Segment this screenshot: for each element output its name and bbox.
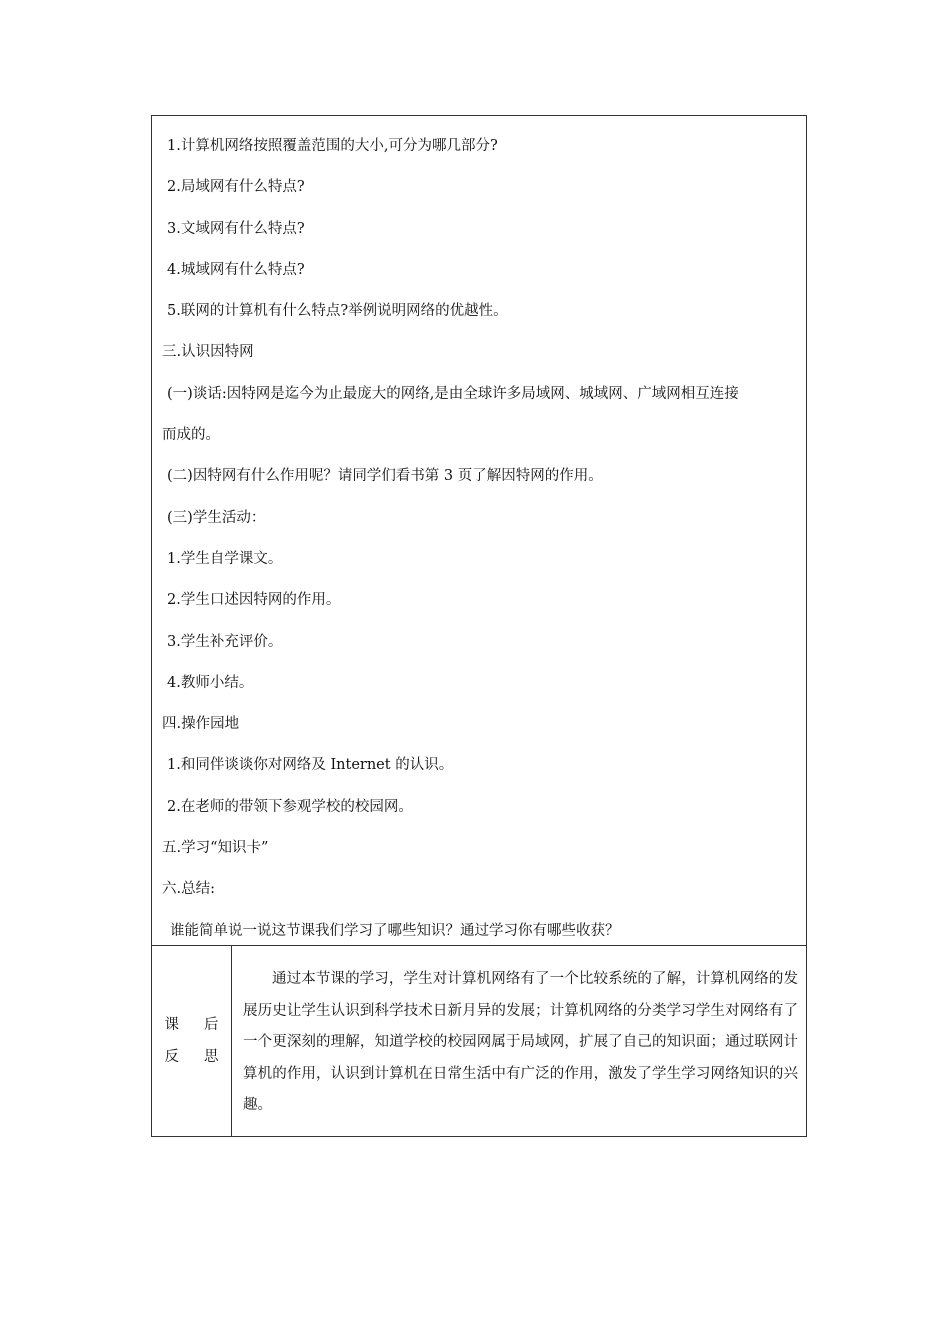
label-char: 后 xyxy=(204,1017,219,1033)
talk-line-continued: 而成的。 xyxy=(162,427,220,444)
internet-function-line: (二)因特网有什么作用呢？请同学们看书第 3 页了解因特网的作用。 xyxy=(167,468,603,485)
question-1: 1.计算机网络按照覆盖范围的大小,可分为哪几部分? xyxy=(167,138,498,154)
reflection-text: 通过本节课的学习，学生对计算机网络有了一个比较系统的了解，计算机网络的发展历史让学生认识到科学技术日新月异的发展；计算机网络的分类学习学生对网络有了一个更深刻的理解，知道学校的校园网属于局域网，扩展了自己的知识面；通过联网计算机的作用，认识到计算机在日常生活中有广泛的作用，激发了学生学习网络知识的兴趣。 xyxy=(243,971,798,1113)
label-char: 思 xyxy=(204,1049,219,1065)
label-char: 课 xyxy=(164,1017,179,1033)
activity-item-1: 1.学生自学课文。 xyxy=(167,550,283,567)
practice-item-2: 2.在老师的带领下参观学校的校园网。 xyxy=(167,798,413,815)
section-heading-6: 六.总结: xyxy=(162,881,215,898)
lesson-table xyxy=(151,115,807,1137)
section-heading-5: 五.学习“知识卡” xyxy=(162,840,269,857)
lesson-content-cell xyxy=(152,116,806,946)
question-4: 4.城域网有什么特点? xyxy=(167,261,305,278)
label-char: 反 xyxy=(164,1049,179,1065)
summary-question: 谁能简单说一说这节课我们学习了哪些知识？通过学习你有哪些收获？ xyxy=(170,922,620,939)
activity-item-2: 2.学生口述因特网的作用。 xyxy=(167,592,341,609)
talk-line: (一)谈话:因特网是迄今为止最庞大的网络,是由全球许多局域网、城域网、广域网相互连接 xyxy=(167,385,739,402)
section-heading-3: 三.认识因特网 xyxy=(162,344,254,361)
practice-item-1: 1.和同伴谈谈你对网络及 Internet 的认识。 xyxy=(167,757,454,774)
section-heading-4: 四.操作园地 xyxy=(162,716,240,733)
reflection-label xyxy=(152,946,232,1136)
activity-item-3: 3.学生补充评价。 xyxy=(167,633,283,650)
question-5: 5.联网的计算机有什么特点?举例说明网络的优越性。 xyxy=(167,303,508,320)
reflection-row xyxy=(152,946,806,1136)
question-3: 3.文域网有什么特点? xyxy=(167,220,305,237)
question-2: 2.局域网有什么特点? xyxy=(167,179,305,196)
activity-item-4: 4.教师小结。 xyxy=(167,674,254,691)
student-activity-heading: (三)学生活动： xyxy=(167,509,266,526)
